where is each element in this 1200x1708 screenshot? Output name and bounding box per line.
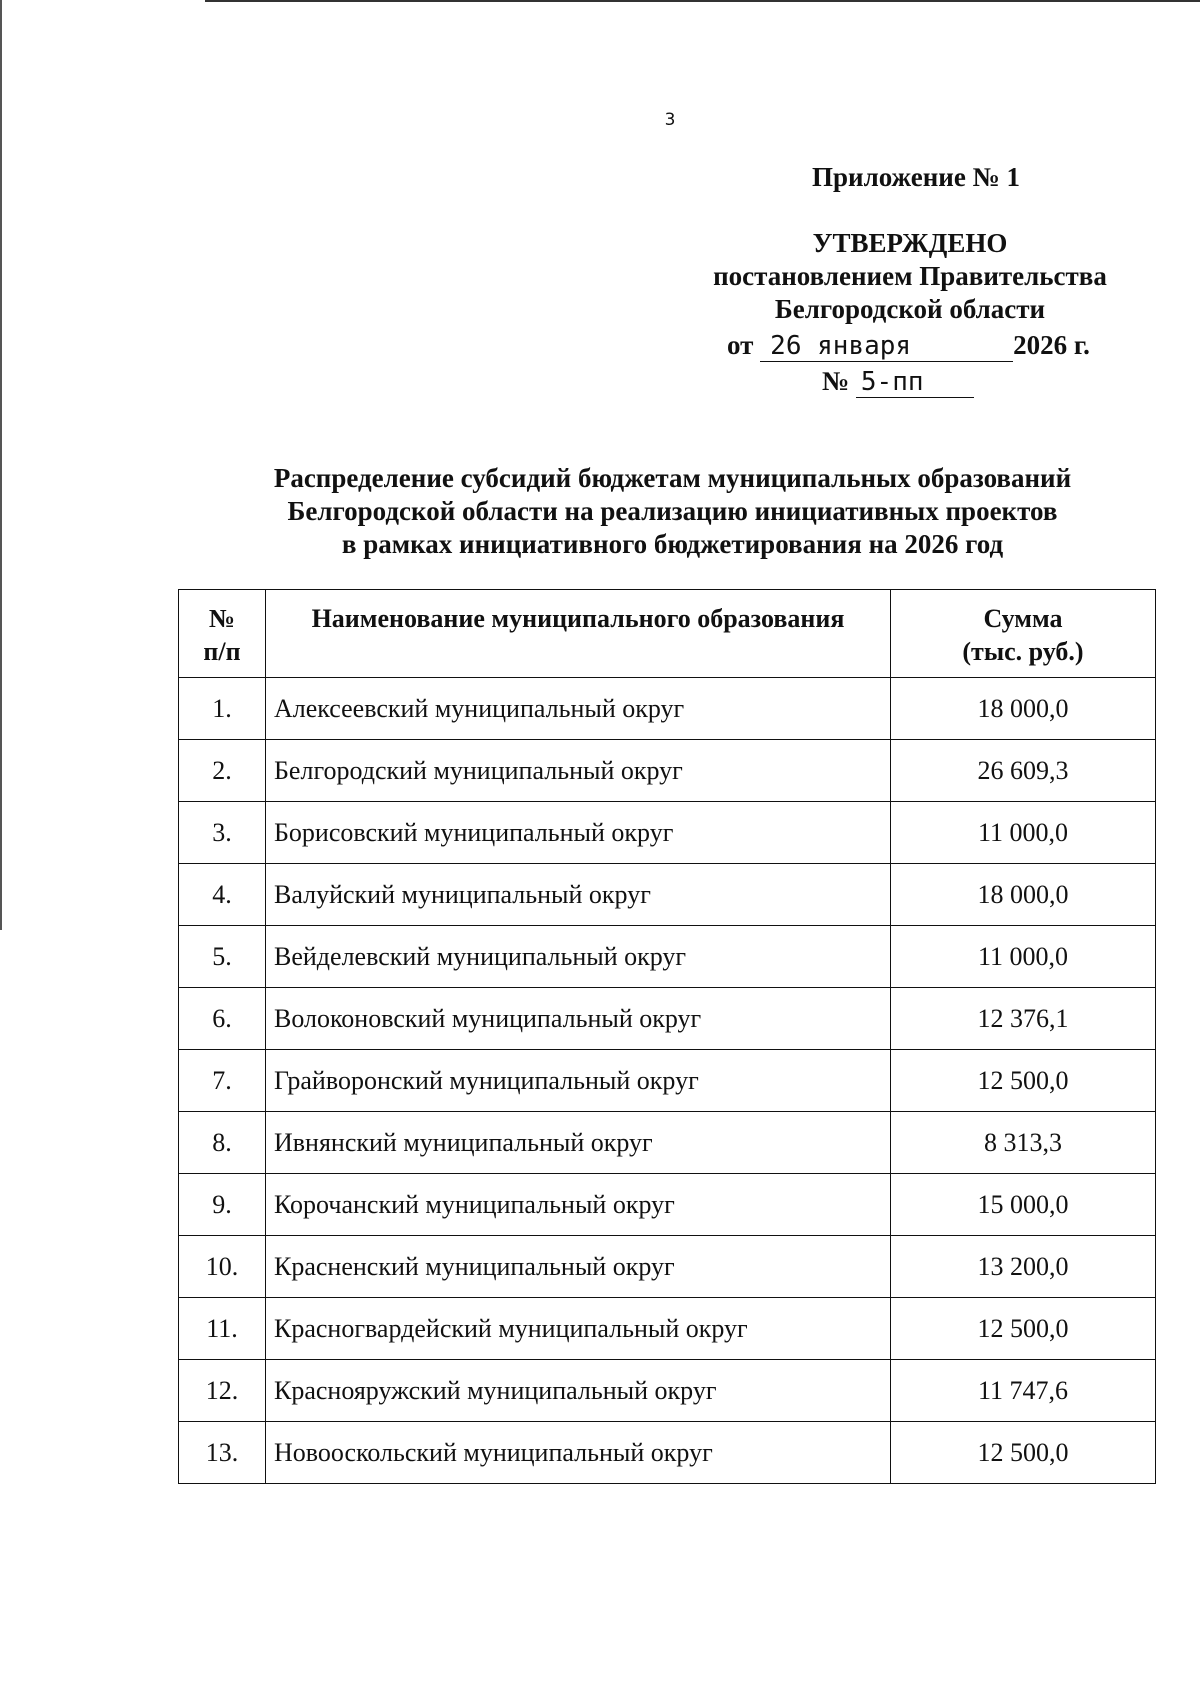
approval-heading: УТВЕРЖДЕНО xyxy=(812,228,1008,258)
header-num xyxy=(179,590,266,678)
row-sum-cell: 8 313,3 xyxy=(891,1112,1156,1174)
row-name-cell: Ивнянский муниципальный округ xyxy=(266,1112,891,1174)
page-number: 3 xyxy=(664,110,676,130)
row-sum-cell: 11 747,6 xyxy=(891,1360,1156,1422)
row-sum-cell: 12 376,1 xyxy=(891,988,1156,1050)
row-num-cell: 9. xyxy=(179,1174,266,1236)
number-fill: 5-пп xyxy=(856,367,974,398)
approval-line: постановлением Правительства xyxy=(713,261,1107,291)
row-name-cell: Вейделевский муниципальный округ xyxy=(266,926,891,988)
document-title xyxy=(180,462,1165,561)
row-sum-cell: 13 200,0 xyxy=(891,1236,1156,1298)
date-prefix: от xyxy=(727,330,754,360)
table-header-row xyxy=(179,590,1156,678)
appendix-label: Приложение № 1 xyxy=(812,162,1020,192)
row-name-cell: Красненский муниципальный округ xyxy=(266,1236,891,1298)
date-fill: 26 января xyxy=(760,331,1013,362)
row-sum-cell: 18 000,0 xyxy=(891,678,1156,740)
row-sum-cell: 12 500,0 xyxy=(891,1050,1156,1112)
table-body xyxy=(179,678,1156,1484)
row-num-cell: 2. xyxy=(179,740,266,802)
row-num-cell: 13. xyxy=(179,1422,266,1484)
row-num-cell: 5. xyxy=(179,926,266,988)
table-row xyxy=(179,1360,1156,1422)
date-suffix: 2026 г. xyxy=(1013,330,1090,360)
table-row xyxy=(179,1236,1156,1298)
row-num-cell: 10. xyxy=(179,1236,266,1298)
row-name-cell: Корочанский муниципальный округ xyxy=(266,1174,891,1236)
table-row xyxy=(179,678,1156,740)
row-sum-cell: 26 609,3 xyxy=(891,740,1156,802)
row-name-cell: Красногвардейский муниципальный округ xyxy=(266,1298,891,1360)
row-name-cell: Краснояружский муниципальный округ xyxy=(266,1360,891,1422)
table-row xyxy=(179,1112,1156,1174)
row-num-cell: 6. xyxy=(179,988,266,1050)
header-sum-line: Сумма xyxy=(983,604,1063,633)
table-row xyxy=(179,1174,1156,1236)
header-num-line: п/п xyxy=(203,637,241,666)
row-sum-cell: 11 000,0 xyxy=(891,802,1156,864)
row-name-cell: Грайворонский муниципальный округ xyxy=(266,1050,891,1112)
row-name-cell: Валуйский муниципальный округ xyxy=(266,864,891,926)
title-line: Белгородской области на реализацию инициативных проектов xyxy=(287,496,1058,526)
row-sum-cell: 18 000,0 xyxy=(891,864,1156,926)
row-sum-cell: 12 500,0 xyxy=(891,1298,1156,1360)
row-name-cell: Алексеевский муниципальный округ xyxy=(266,678,891,740)
title-line: в рамках инициативного бюджетирования на 2026 год xyxy=(341,529,1004,559)
row-num-cell: 11. xyxy=(179,1298,266,1360)
header-sum-line: (тыс. руб.) xyxy=(962,637,1084,666)
scan-edge-line xyxy=(205,0,1200,2)
row-num-cell: 1. xyxy=(179,678,266,740)
row-name-cell: Борисовский муниципальный округ xyxy=(266,802,891,864)
number-prefix: № xyxy=(822,366,850,396)
row-num-cell: 7. xyxy=(179,1050,266,1112)
table-row xyxy=(179,1050,1156,1112)
row-name-cell: Белгородский муниципальный округ xyxy=(266,740,891,802)
approval-number xyxy=(822,366,974,398)
table-row xyxy=(179,988,1156,1050)
table-row xyxy=(179,926,1156,988)
allocation-table xyxy=(178,589,1156,1484)
header-name: Наименование муниципального образования xyxy=(266,590,891,678)
header-num-line: № xyxy=(208,604,236,633)
table-row xyxy=(179,740,1156,802)
row-name-cell: Волоконовский муниципальный округ xyxy=(266,988,891,1050)
scan-edge-line xyxy=(0,0,2,930)
approval-date xyxy=(727,330,1090,362)
table-row xyxy=(179,1298,1156,1360)
approval-block xyxy=(700,227,1120,326)
row-num-cell: 8. xyxy=(179,1112,266,1174)
table-row xyxy=(179,802,1156,864)
title-line: Распределение субсидий бюджетам муниципальных образований xyxy=(273,463,1072,493)
row-sum-cell: 11 000,0 xyxy=(891,926,1156,988)
header-sum xyxy=(891,590,1156,678)
approval-line: Белгородской области xyxy=(774,294,1046,324)
table-row xyxy=(179,1422,1156,1484)
row-name-cell: Новооскольский муниципальный округ xyxy=(266,1422,891,1484)
table-row xyxy=(179,864,1156,926)
row-num-cell: 3. xyxy=(179,802,266,864)
row-sum-cell: 15 000,0 xyxy=(891,1174,1156,1236)
row-num-cell: 12. xyxy=(179,1360,266,1422)
row-num-cell: 4. xyxy=(179,864,266,926)
row-sum-cell: 12 500,0 xyxy=(891,1422,1156,1484)
